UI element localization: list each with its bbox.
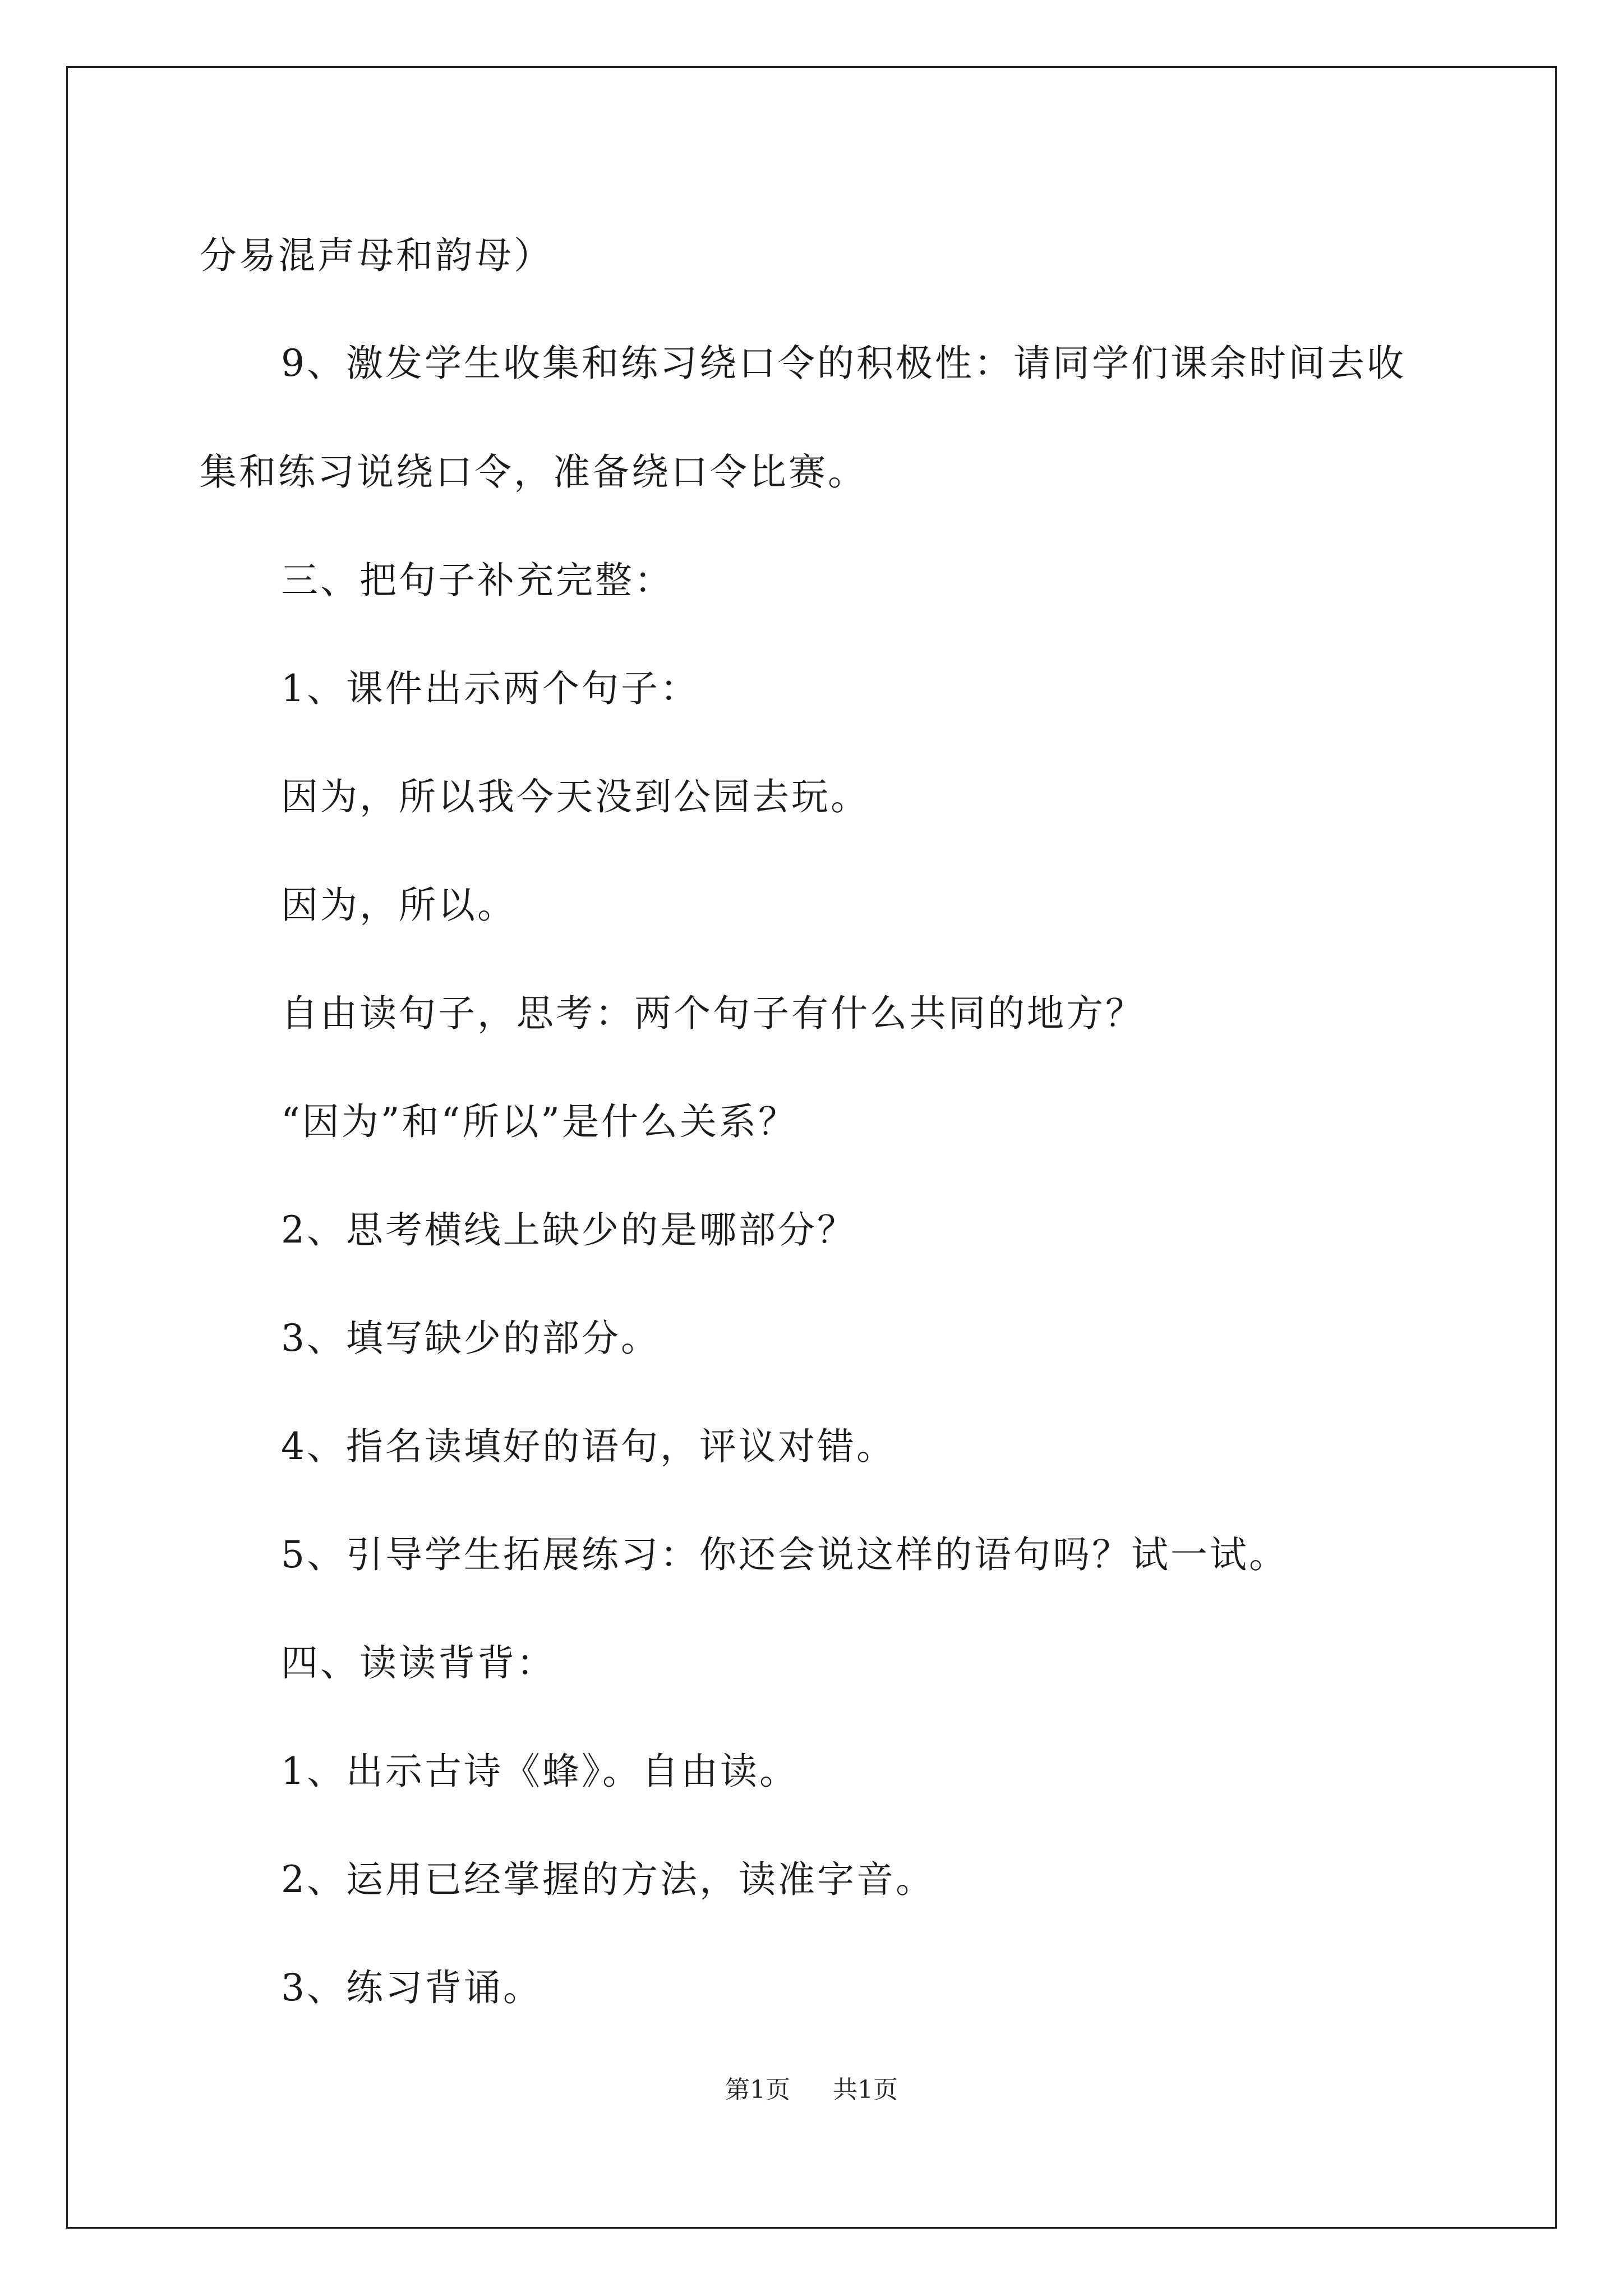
page-number-current: 第1页: [725, 2076, 790, 2104]
text-line: 1、出示古诗《蜂》。自由读。: [281, 1750, 799, 1793]
page-footer: [68, 2073, 1555, 2107]
page-number-total: 共1页: [833, 2076, 898, 2104]
page-frame: [66, 66, 1557, 2229]
text-line: 3、填写缺少的部分。: [281, 1317, 660, 1360]
section-heading: 四、读读背背：: [281, 1641, 556, 1685]
section-heading: 三、把句子补充完整：: [281, 559, 674, 602]
text-line: 1、课件出示两个句子：: [281, 667, 699, 710]
text-line: 3、练习背诵。: [281, 1966, 542, 2009]
text-line: 2、运用已经掌握的方法，读准字音。: [281, 1858, 935, 1901]
document-body: [68, 68, 1555, 2227]
text-line: “因为”和“所以”是什么关系？: [281, 1100, 797, 1143]
text-line: 因为，所以我今天没到公园去玩。: [281, 775, 870, 818]
text-line: 4、指名读填好的语句，评议对错。: [281, 1425, 896, 1468]
text-line: 2、思考横线上缺少的是哪部分？: [281, 1208, 856, 1251]
text-line: 集和练习说绕口令，准备绕口令比赛。: [200, 450, 867, 494]
text-line: 分易混声母和韵母）: [200, 234, 553, 277]
text-line: 5、引导学生拓展练习：你还会说这样的语句吗？试一试。: [281, 1533, 1288, 1576]
text-line: 9、激发学生收集和练习绕口令的积极性：请同学们课余时间去收: [281, 342, 1406, 385]
text-line: 因为，所以。: [281, 884, 517, 927]
text-line: 自由读句子，思考：两个句子有什么共同的地方？: [281, 992, 1145, 1035]
